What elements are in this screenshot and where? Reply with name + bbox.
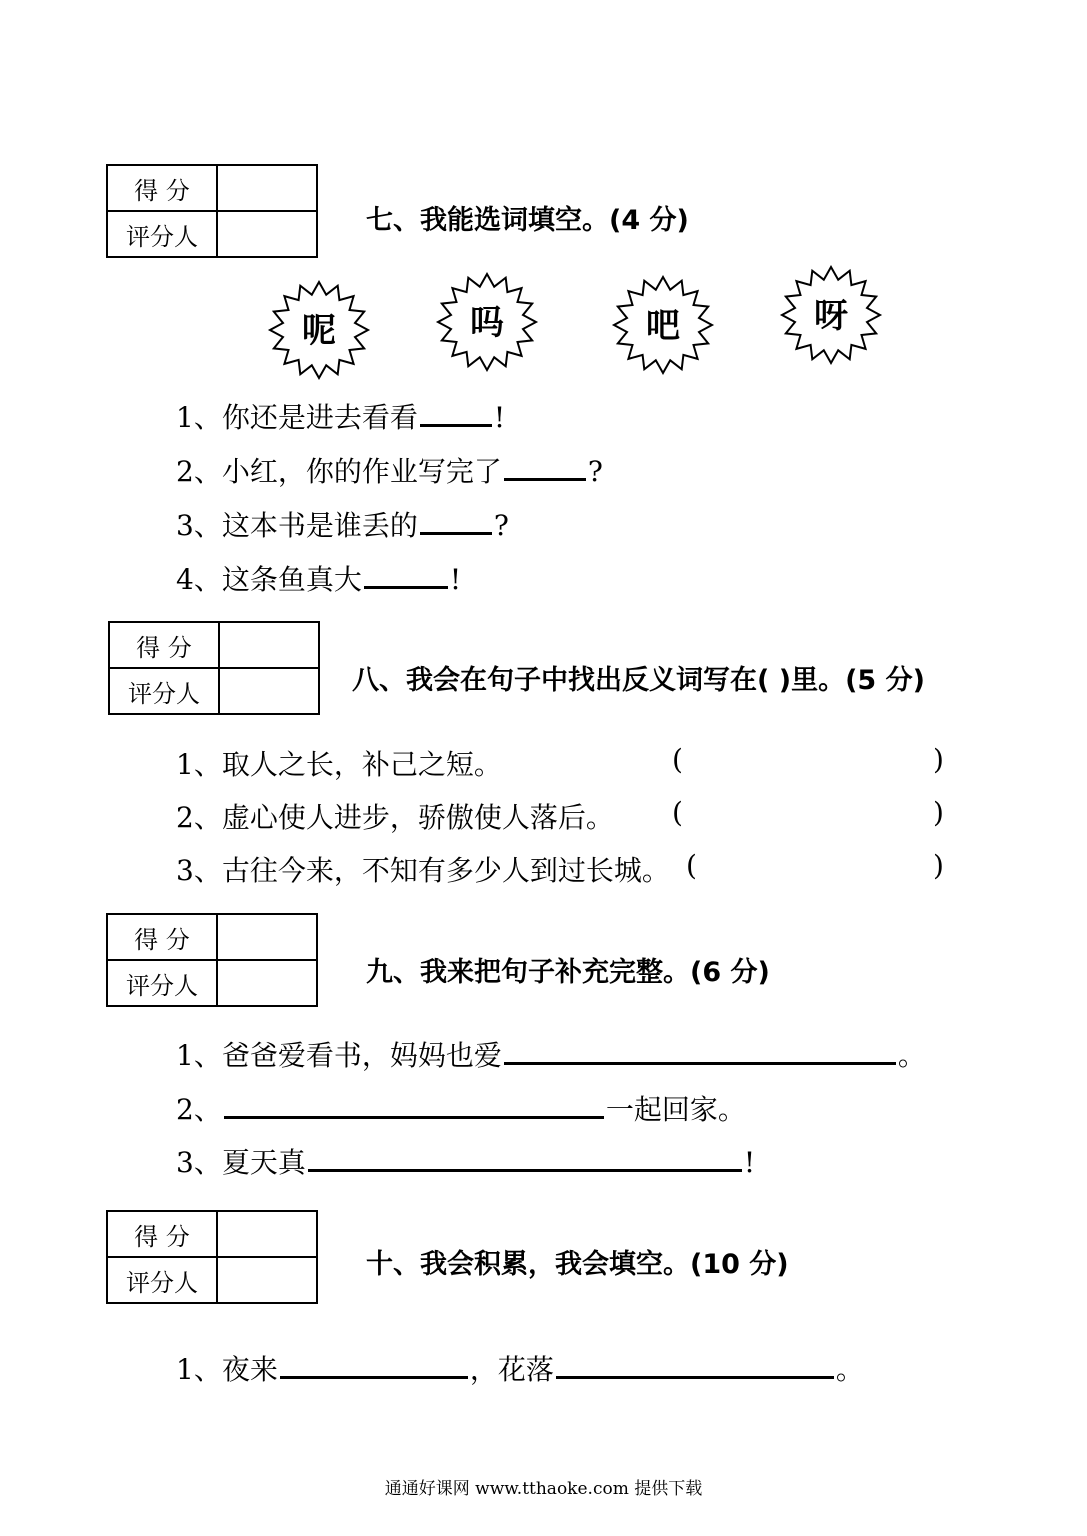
s7-item-2 [176, 450, 603, 490]
s7-item-4-text: 4、这条鱼真大 [176, 563, 362, 596]
s7-item-2-end: ? [587, 455, 603, 488]
word-2: 吗 [470, 303, 504, 343]
answer-blank[interactable] [364, 558, 448, 589]
open-paren: ( [686, 849, 697, 882]
score-box-8 [108, 621, 320, 715]
s7-item-3 [176, 504, 509, 544]
grader-label: 评分人 [107, 1257, 217, 1303]
score-label: 得 分 [107, 165, 217, 211]
open-paren: ( [672, 796, 683, 829]
s9-item-3 [176, 1141, 755, 1181]
open-paren: ( [672, 743, 683, 776]
s9-item-1-end: 。 [897, 1039, 926, 1072]
section-7-title: 七、我能选词填空。(4 分) [366, 205, 689, 236]
score-cell[interactable] [219, 622, 319, 668]
s9-item-2 [176, 1088, 746, 1128]
answer-blank[interactable] [504, 1034, 896, 1065]
s10-item-1 [176, 1348, 864, 1388]
grader-label: 评分人 [107, 211, 217, 257]
answer-blank[interactable] [420, 396, 492, 427]
s9-item-1 [176, 1034, 926, 1074]
s7-item-2-text: 2、小红，你的作业写完了 [176, 455, 502, 488]
answer-blank[interactable] [308, 1141, 742, 1172]
s10-item-1-end: 。 [835, 1353, 864, 1386]
s7-item-3-text: 3、这本书是谁丢的 [176, 509, 418, 542]
score-label: 得 分 [107, 914, 217, 960]
s7-item-1 [176, 396, 505, 436]
answer-blank[interactable] [224, 1088, 604, 1119]
score-label: 得 分 [107, 1211, 217, 1257]
score-label: 得 分 [109, 622, 219, 668]
grader-label: 评分人 [107, 960, 217, 1006]
grader-cell[interactable] [217, 211, 317, 257]
s7-item-1-end: ! [493, 401, 506, 434]
grader-label: 评分人 [109, 668, 219, 714]
score-cell[interactable] [217, 1211, 317, 1257]
grader-cell[interactable] [219, 668, 319, 714]
score-box-9 [106, 913, 318, 1007]
starburst-word-1 [264, 280, 374, 380]
score-box-10 [106, 1210, 318, 1304]
s7-item-4 [176, 558, 461, 598]
word-3: 吧 [646, 306, 680, 346]
section-9-title: 九、我来把句子补充完整。(6 分) [366, 957, 770, 988]
s8-item-1: 1、取人之长，补己之短。 [176, 748, 502, 781]
s10-item-1-text: 1、夜来 [176, 1353, 278, 1386]
s9-item-3-text: 3、夏天真 [176, 1146, 306, 1179]
starburst-word-2 [432, 272, 542, 372]
s8-item-3: 3、古往今来，不知有多少人到过长城。 [176, 854, 670, 887]
grader-cell[interactable] [217, 960, 317, 1006]
footer-source: 通通好课网 www.tthaoke.com 提供下载 [384, 1479, 703, 1499]
s7-item-3-end: ? [493, 509, 509, 542]
s8-item-2: 2、虚心使人进步，骄傲使人落后。 [176, 801, 614, 834]
close-paren: ) [933, 849, 944, 882]
word-4: 呀 [814, 296, 848, 336]
answer-blank[interactable] [556, 1348, 834, 1379]
starburst-word-3 [608, 275, 718, 375]
s9-item-3-end: ! [743, 1146, 756, 1179]
s9-item-1-text: 1、爸爸爱看书，妈妈也爱 [176, 1039, 502, 1072]
score-cell[interactable] [217, 914, 317, 960]
s10-item-1-mid: ，花落 [469, 1353, 554, 1386]
grader-cell[interactable] [217, 1257, 317, 1303]
s7-item-1-text: 1、你还是进去看看 [176, 401, 418, 434]
s9-item-2-text: 2、 [176, 1093, 222, 1126]
word-1: 呢 [302, 311, 336, 351]
answer-blank[interactable] [504, 450, 586, 481]
score-cell[interactable] [217, 165, 317, 211]
answer-blank[interactable] [420, 504, 492, 535]
score-box-7 [106, 164, 318, 258]
close-paren: ) [933, 743, 944, 776]
section-8-title: 八、我会在句子中找出反义词写在( )里。(5 分) [352, 665, 925, 696]
s7-item-4-end: ! [449, 563, 462, 596]
starburst-word-4 [776, 265, 886, 365]
s9-item-2-end: 一起回家。 [605, 1093, 746, 1126]
close-paren: ) [933, 796, 944, 829]
section-10-title: 十、我会积累，我会填空。(10 分) [366, 1249, 789, 1280]
answer-blank[interactable] [280, 1348, 468, 1379]
